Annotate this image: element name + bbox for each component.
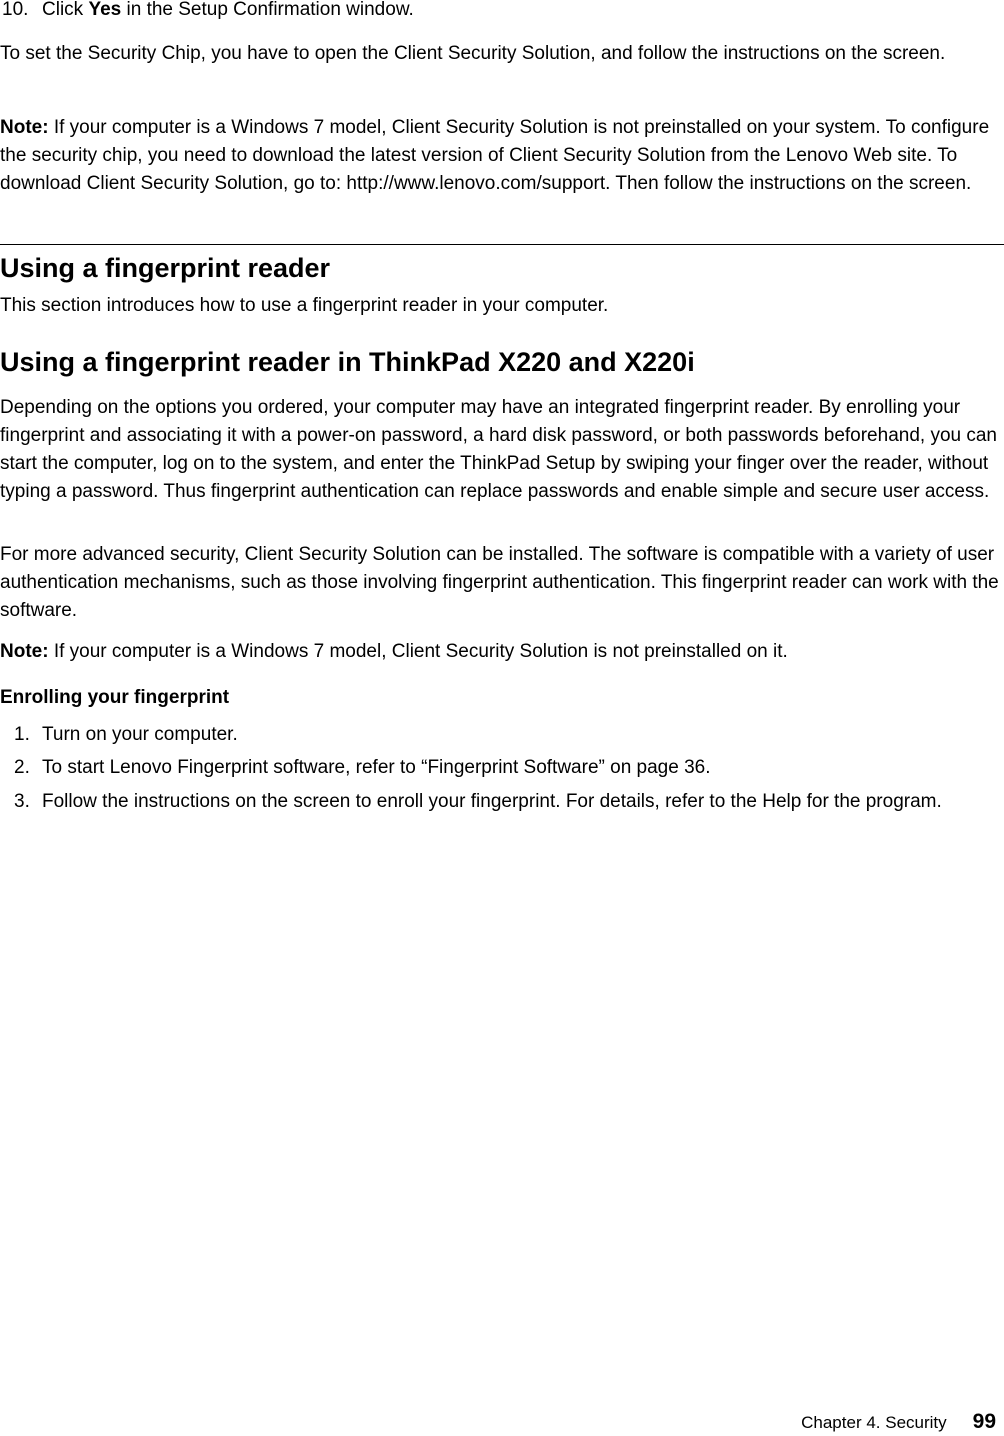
subsection-title: Using a fingerprint reader in ThinkPad X220 and X220i (0, 347, 695, 377)
note-text: If your computer is a Windows 7 model, Client Security Solution is not preinstalled on it. (48, 641, 788, 662)
list-item-text: Turn on your computer. (42, 724, 238, 745)
footer-chapter: Chapter 4. Security (801, 1413, 947, 1432)
note-label: Note: (0, 641, 49, 662)
section-title: Using a fingerprint reader (0, 253, 331, 283)
list-item-text: Follow the instructions on the screen to enroll your fingerprint. For details, refer to the Help for the program. (42, 791, 942, 812)
list-item-number: 2. (14, 757, 30, 778)
subsection-paragraph-2: For more advanced security, Client Security Solution can be installed. The software is compatible with a variety of user authentication mechanisms, such as those involving fingerprint authentication. This fingerprint reader can work with the software. (0, 544, 999, 621)
list-item-number: 1. (14, 724, 30, 745)
note-text: If your computer is a Windows 7 model, Client Security Solution is not preinstalled on your system. To configure the security chip, you need to download the latest version of Client Security Solution from the Lenovo Web site. To download Client Security Solution, go to: http://www.lenovo.com/support. Then follow the instructions on the screen. (0, 117, 990, 194)
enrolling-heading: Enrolling your fingerprint (0, 687, 230, 708)
list-item-text: To start Lenovo Fingerprint software, refer to “Fingerprint Software” on page 36. (42, 757, 711, 778)
section-divider (0, 244, 1004, 245)
step-bold-term: Yes (88, 0, 122, 20)
list-item (0, 788, 1004, 816)
note-paragraph-2 (0, 638, 1004, 666)
list-item-number: 3. (14, 791, 30, 812)
section-intro: This section introduces how to use a fingerprint reader in your computer. (0, 295, 609, 316)
note-label: Note: (0, 117, 49, 138)
step-number: 10. (2, 0, 29, 20)
list-item (0, 721, 1004, 749)
list-item (0, 754, 1004, 782)
step-10 (0, 0, 1004, 24)
intro-paragraph: To set the Security Chip, you have to open the Client Security Solution, and follow the instructions on the screen. (0, 43, 946, 64)
step-suffix: in the Setup Confirmation window. (121, 0, 414, 20)
subsection-paragraph-1: Depending on the options you ordered, your computer may have an integrated fingerprint reader. By enrolling your fingerprint and associating it with a power-on password, a hard disk password, or both passwords beforehand, you can start the computer, log on to the system, and enter the ThinkPad Setup by swiping your finger over the reader, without typing a password. Thus fingerprint authentication can replace passwords and enable simple and secure user access. (0, 397, 997, 502)
note-paragraph-1 (0, 114, 1004, 198)
page-footer (801, 1410, 996, 1435)
page-number: 99 (972, 1410, 996, 1433)
step-prefix: Click (42, 0, 89, 20)
